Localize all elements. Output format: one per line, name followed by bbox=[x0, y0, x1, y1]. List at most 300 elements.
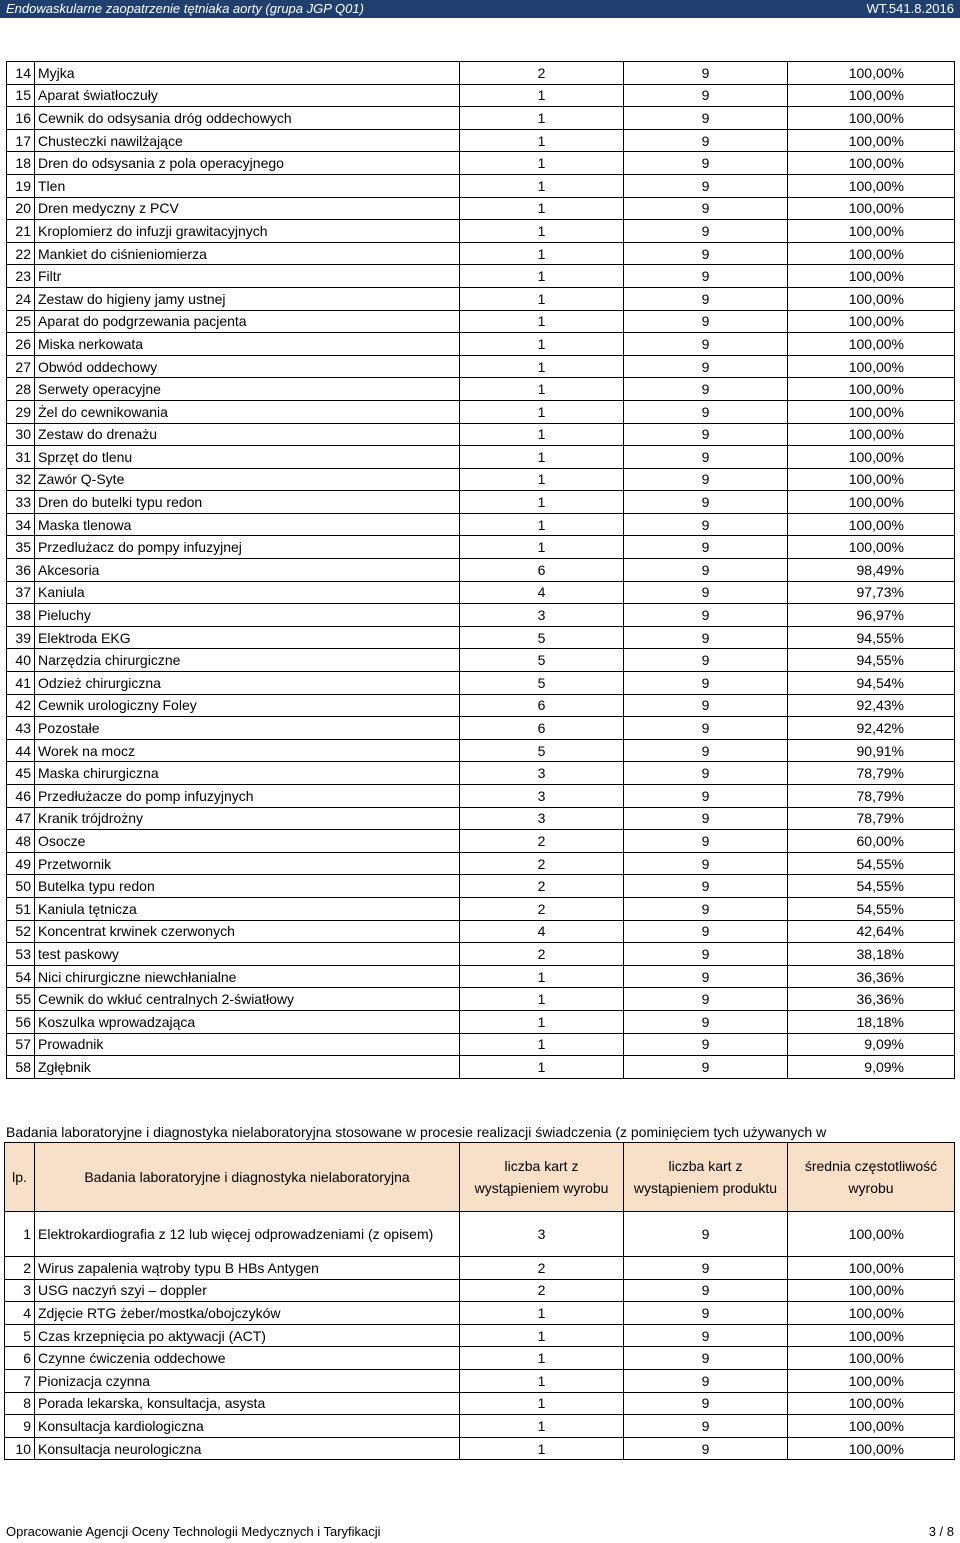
table-row bbox=[7, 446, 955, 469]
row-count-device: 1 bbox=[460, 152, 624, 175]
row-lp: 32 bbox=[7, 468, 35, 491]
row-name: Zestaw do drenażu bbox=[35, 423, 460, 446]
row-count-device: 1 bbox=[460, 220, 624, 243]
materials-table-body bbox=[7, 62, 955, 1079]
row-lp: 43 bbox=[7, 717, 35, 740]
row-lp: 56 bbox=[7, 1010, 35, 1033]
header-title: Endowaskularne zaopatrzenie tętniaka aorty (grupa JGP Q01) bbox=[6, 1, 364, 16]
row-frequency: 100,00% bbox=[788, 174, 955, 197]
row-frequency: 100,00% bbox=[788, 1279, 955, 1302]
row-lp: 15 bbox=[7, 84, 35, 107]
table-row bbox=[7, 604, 955, 627]
row-count-product: 9 bbox=[624, 1392, 788, 1415]
row-lp: 54 bbox=[7, 965, 35, 988]
row-count-device: 1 bbox=[460, 491, 624, 514]
row-count-device: 3 bbox=[460, 762, 624, 785]
row-lp: 21 bbox=[7, 220, 35, 243]
table-row bbox=[7, 220, 955, 243]
row-count-device: 1 bbox=[460, 265, 624, 288]
row-count-device: 1 bbox=[460, 1010, 624, 1033]
row-name: Koncentrat krwinek czerwonych bbox=[35, 920, 460, 943]
table-row bbox=[7, 672, 955, 695]
row-count-product: 9 bbox=[624, 423, 788, 446]
row-count-device: 1 bbox=[460, 513, 624, 536]
row-frequency: 94,54% bbox=[788, 672, 955, 695]
row-count-product: 9 bbox=[624, 626, 788, 649]
row-count-product: 9 bbox=[624, 287, 788, 310]
row-frequency: 100,00% bbox=[788, 265, 955, 288]
row-lp: 34 bbox=[7, 513, 35, 536]
table-row bbox=[7, 423, 955, 446]
row-name: Prowadnik bbox=[35, 1033, 460, 1056]
table-row bbox=[7, 875, 955, 898]
lab-header-frequency: średnia częstotliwość wyrobu bbox=[788, 1143, 955, 1212]
row-name: Sprzęt do tlenu bbox=[35, 446, 460, 469]
row-frequency: 100,00% bbox=[788, 1392, 955, 1415]
row-frequency: 100,00% bbox=[788, 468, 955, 491]
row-count-product: 9 bbox=[624, 581, 788, 604]
row-lp: 58 bbox=[7, 1056, 35, 1079]
row-name: Zawór Q-Syte bbox=[35, 468, 460, 491]
table-row bbox=[7, 717, 955, 740]
row-count-device: 5 bbox=[460, 739, 624, 762]
row-count-device: 3 bbox=[460, 807, 624, 830]
row-frequency: 92,43% bbox=[788, 694, 955, 717]
row-name: Chusteczki nawilżające bbox=[35, 129, 460, 152]
row-frequency: 94,55% bbox=[788, 649, 955, 672]
row-count-device: 1 bbox=[460, 1369, 624, 1392]
row-name: Cewnik do odsysania dróg oddechowych bbox=[35, 107, 460, 130]
row-name: Dren do butelki typu redon bbox=[35, 491, 460, 514]
row-name: Czynne ćwiczenia oddechowe bbox=[35, 1347, 460, 1370]
row-frequency: 100,00% bbox=[788, 491, 955, 514]
row-lp: 3 bbox=[5, 1279, 35, 1302]
row-count-product: 9 bbox=[624, 333, 788, 356]
row-frequency: 38,18% bbox=[788, 943, 955, 966]
table-row bbox=[5, 1279, 955, 1302]
row-frequency: 78,79% bbox=[788, 807, 955, 830]
row-count-device: 1 bbox=[460, 355, 624, 378]
row-frequency: 54,55% bbox=[788, 897, 955, 920]
row-count-product: 9 bbox=[624, 875, 788, 898]
row-count-device: 1 bbox=[460, 197, 624, 220]
row-frequency: 92,42% bbox=[788, 717, 955, 740]
row-count-product: 9 bbox=[624, 920, 788, 943]
row-name: Aparat światłoczuły bbox=[35, 84, 460, 107]
row-name: Tlen bbox=[35, 174, 460, 197]
row-count-product: 9 bbox=[624, 1033, 788, 1056]
row-count-product: 9 bbox=[624, 988, 788, 1011]
row-count-product: 9 bbox=[624, 62, 788, 85]
row-count-product: 9 bbox=[624, 649, 788, 672]
row-frequency: 42,64% bbox=[788, 920, 955, 943]
table-row bbox=[5, 1257, 955, 1280]
row-count-product: 9 bbox=[624, 220, 788, 243]
table-row bbox=[7, 762, 955, 785]
row-lp: 17 bbox=[7, 129, 35, 152]
row-frequency: 36,36% bbox=[788, 965, 955, 988]
row-name: Elektrokardiografia z 12 lub więcej odprowadzeniami (z opisem) bbox=[35, 1212, 460, 1257]
row-count-device: 6 bbox=[460, 559, 624, 582]
row-lp: 57 bbox=[7, 1033, 35, 1056]
row-frequency: 100,00% bbox=[788, 1369, 955, 1392]
row-lp: 18 bbox=[7, 152, 35, 175]
lab-header-name: Badania laboratoryjne i diagnostyka nielaboratoryjna bbox=[35, 1143, 460, 1212]
row-count-device: 2 bbox=[460, 875, 624, 898]
row-frequency: 100,00% bbox=[788, 152, 955, 175]
row-lp: 25 bbox=[7, 310, 35, 333]
row-name: Zdjęcie RTG żeber/mostka/obojczyków bbox=[35, 1302, 460, 1325]
row-frequency: 100,00% bbox=[788, 310, 955, 333]
row-count-device: 1 bbox=[460, 1056, 624, 1079]
row-name: Butelka typu redon bbox=[35, 875, 460, 898]
row-count-product: 9 bbox=[624, 310, 788, 333]
row-frequency: 100,00% bbox=[788, 107, 955, 130]
table-row bbox=[7, 943, 955, 966]
row-count-device: 1 bbox=[460, 1437, 624, 1460]
table-row bbox=[7, 807, 955, 830]
table-row bbox=[7, 988, 955, 1011]
row-name: Obwód oddechowy bbox=[35, 355, 460, 378]
materials-table bbox=[6, 61, 955, 1079]
row-count-device: 1 bbox=[460, 1302, 624, 1325]
table-row bbox=[5, 1302, 955, 1325]
row-frequency: 100,00% bbox=[788, 62, 955, 85]
row-count-device: 1 bbox=[460, 400, 624, 423]
row-count-device: 3 bbox=[460, 604, 624, 627]
row-lp: 30 bbox=[7, 423, 35, 446]
table-row bbox=[7, 400, 955, 423]
table-row bbox=[5, 1212, 955, 1257]
row-count-product: 9 bbox=[624, 536, 788, 559]
row-count-device: 2 bbox=[460, 1257, 624, 1280]
row-name: Porada lekarska, konsultacja, asysta bbox=[35, 1392, 460, 1415]
row-name: Aparat do podgrzewania pacjenta bbox=[35, 310, 460, 333]
table-row bbox=[7, 694, 955, 717]
row-frequency: 100,00% bbox=[788, 400, 955, 423]
row-frequency: 54,55% bbox=[788, 875, 955, 898]
row-name: Narzędzia chirurgiczne bbox=[35, 649, 460, 672]
row-count-product: 9 bbox=[624, 672, 788, 695]
row-lp: 5 bbox=[5, 1324, 35, 1347]
row-count-device: 1 bbox=[460, 536, 624, 559]
row-count-device: 1 bbox=[460, 310, 624, 333]
table-row bbox=[7, 242, 955, 265]
row-lp: 9 bbox=[5, 1415, 35, 1438]
row-count-product: 9 bbox=[624, 378, 788, 401]
row-name: Maska tlenowa bbox=[35, 513, 460, 536]
row-count-product: 9 bbox=[624, 265, 788, 288]
row-count-product: 9 bbox=[624, 852, 788, 875]
row-frequency: 100,00% bbox=[788, 1415, 955, 1438]
row-count-device: 2 bbox=[460, 830, 624, 853]
row-frequency: 100,00% bbox=[788, 513, 955, 536]
row-lp: 38 bbox=[7, 604, 35, 627]
row-count-device: 6 bbox=[460, 694, 624, 717]
row-lp: 51 bbox=[7, 897, 35, 920]
row-lp: 27 bbox=[7, 355, 35, 378]
row-frequency: 100,00% bbox=[788, 129, 955, 152]
footer-agency: Opracowanie Agencji Oceny Technologii Medycznych i Taryfikacji bbox=[6, 1524, 381, 1539]
row-name: Kranik trójdrożny bbox=[35, 807, 460, 830]
row-frequency: 78,79% bbox=[788, 785, 955, 808]
row-count-device: 3 bbox=[460, 785, 624, 808]
row-lp: 24 bbox=[7, 287, 35, 310]
table-row bbox=[7, 649, 955, 672]
row-frequency: 100,00% bbox=[788, 242, 955, 265]
row-name: Konsultacja neurologiczna bbox=[35, 1437, 460, 1460]
row-count-device: 1 bbox=[460, 378, 624, 401]
row-count-device: 1 bbox=[460, 446, 624, 469]
row-lp: 35 bbox=[7, 536, 35, 559]
row-lp: 26 bbox=[7, 333, 35, 356]
table-row bbox=[7, 333, 955, 356]
table-row bbox=[7, 513, 955, 536]
row-count-product: 9 bbox=[624, 785, 788, 808]
row-lp: 7 bbox=[5, 1369, 35, 1392]
row-count-product: 9 bbox=[624, 491, 788, 514]
row-frequency: 100,00% bbox=[788, 355, 955, 378]
row-count-product: 9 bbox=[624, 468, 788, 491]
row-lp: 55 bbox=[7, 988, 35, 1011]
table-row bbox=[5, 1437, 955, 1460]
lab-section-caption: Badania laboratoryjne i diagnostyka nielaboratoryjna stosowane w procesie realizacji świadczenia (z pominięciem tych używanych w bbox=[6, 1124, 827, 1140]
row-name: Kaniula tętnicza bbox=[35, 897, 460, 920]
row-name: Myjka bbox=[35, 62, 460, 85]
row-name: Pieluchy bbox=[35, 604, 460, 627]
row-lp: 8 bbox=[5, 1392, 35, 1415]
row-frequency: 100,00% bbox=[788, 1437, 955, 1460]
row-count-device: 5 bbox=[460, 649, 624, 672]
row-count-product: 9 bbox=[624, 1010, 788, 1033]
row-count-product: 9 bbox=[624, 107, 788, 130]
table-row bbox=[7, 107, 955, 130]
row-frequency: 78,79% bbox=[788, 762, 955, 785]
page-header bbox=[0, 0, 960, 18]
row-name: Zgłębnik bbox=[35, 1056, 460, 1079]
row-count-product: 9 bbox=[624, 513, 788, 536]
row-lp: 31 bbox=[7, 446, 35, 469]
row-count-product: 9 bbox=[624, 830, 788, 853]
row-lp: 42 bbox=[7, 694, 35, 717]
table-row bbox=[5, 1415, 955, 1438]
row-count-product: 9 bbox=[624, 604, 788, 627]
row-count-device: 1 bbox=[460, 333, 624, 356]
row-count-product: 9 bbox=[624, 446, 788, 469]
row-count-device: 2 bbox=[460, 943, 624, 966]
row-frequency: 60,00% bbox=[788, 830, 955, 853]
table-row bbox=[7, 1033, 955, 1056]
row-lp: 49 bbox=[7, 852, 35, 875]
row-frequency: 98,49% bbox=[788, 559, 955, 582]
row-count-product: 9 bbox=[624, 1302, 788, 1325]
row-name: Dren medyczny z PCV bbox=[35, 197, 460, 220]
row-count-product: 9 bbox=[624, 717, 788, 740]
table-row bbox=[7, 581, 955, 604]
row-count-product: 9 bbox=[624, 197, 788, 220]
table-row bbox=[7, 84, 955, 107]
table-row bbox=[7, 310, 955, 333]
row-name: Pionizacja czynna bbox=[35, 1369, 460, 1392]
table-row bbox=[7, 897, 955, 920]
row-frequency: 100,00% bbox=[788, 446, 955, 469]
row-count-product: 9 bbox=[624, 739, 788, 762]
row-count-product: 9 bbox=[624, 762, 788, 785]
table-row bbox=[5, 1392, 955, 1415]
row-name: Pozostałe bbox=[35, 717, 460, 740]
row-name: Akcesoria bbox=[35, 559, 460, 582]
table-row bbox=[7, 920, 955, 943]
table-row bbox=[7, 491, 955, 514]
table-row bbox=[7, 265, 955, 288]
row-frequency: 54,55% bbox=[788, 852, 955, 875]
row-name: Serwety operacyjne bbox=[35, 378, 460, 401]
table-row bbox=[7, 626, 955, 649]
row-frequency: 9,09% bbox=[788, 1033, 955, 1056]
row-name: Miska nerkowata bbox=[35, 333, 460, 356]
row-count-device: 1 bbox=[460, 174, 624, 197]
row-name: Kaniula bbox=[35, 581, 460, 604]
row-count-device: 1 bbox=[460, 1415, 624, 1438]
table-row bbox=[7, 536, 955, 559]
row-name: Przedlużacz do pompy infuzyjnej bbox=[35, 536, 460, 559]
row-name: Żel do cewnikowania bbox=[35, 400, 460, 423]
row-count-product: 9 bbox=[624, 84, 788, 107]
row-count-product: 9 bbox=[624, 242, 788, 265]
row-count-device: 1 bbox=[460, 468, 624, 491]
row-count-device: 5 bbox=[460, 672, 624, 695]
table-row bbox=[7, 468, 955, 491]
row-count-device: 5 bbox=[460, 626, 624, 649]
row-name: Kroplomierz do infuzji grawitacyjnych bbox=[35, 220, 460, 243]
table-row bbox=[7, 1010, 955, 1033]
lab-table-body bbox=[5, 1212, 955, 1460]
row-count-device: 6 bbox=[460, 717, 624, 740]
lab-table bbox=[4, 1142, 955, 1460]
row-frequency: 100,00% bbox=[788, 333, 955, 356]
row-lp: 46 bbox=[7, 785, 35, 808]
row-count-product: 9 bbox=[624, 129, 788, 152]
row-name: Mankiet do ciśnieniomierza bbox=[35, 242, 460, 265]
lab-table-header bbox=[5, 1143, 955, 1212]
row-frequency: 90,91% bbox=[788, 739, 955, 762]
row-lp: 10 bbox=[5, 1437, 35, 1460]
row-count-product: 9 bbox=[624, 400, 788, 423]
row-name: Nici chirurgiczne niewchłanialne bbox=[35, 965, 460, 988]
row-lp: 22 bbox=[7, 242, 35, 265]
row-name: Worek na mocz bbox=[35, 739, 460, 762]
table-row bbox=[7, 355, 955, 378]
row-count-device: 1 bbox=[460, 107, 624, 130]
row-lp: 20 bbox=[7, 197, 35, 220]
lab-header-count-device: liczba kart z wystąpieniem wyrobu bbox=[460, 1143, 624, 1212]
table-row bbox=[7, 174, 955, 197]
row-count-device: 1 bbox=[460, 1392, 624, 1415]
row-lp: 47 bbox=[7, 807, 35, 830]
row-frequency: 100,00% bbox=[788, 1302, 955, 1325]
row-count-device: 2 bbox=[460, 852, 624, 875]
row-count-device: 1 bbox=[460, 287, 624, 310]
row-count-product: 9 bbox=[624, 1056, 788, 1079]
page-footer bbox=[6, 1524, 954, 1539]
row-lp: 1 bbox=[5, 1212, 35, 1257]
row-count-product: 9 bbox=[624, 694, 788, 717]
row-count-device: 1 bbox=[460, 1347, 624, 1370]
row-lp: 29 bbox=[7, 400, 35, 423]
table-row bbox=[5, 1347, 955, 1370]
row-name: Przedłużacze do pomp infuzyjnych bbox=[35, 785, 460, 808]
row-count-product: 9 bbox=[624, 1324, 788, 1347]
table-row bbox=[7, 559, 955, 582]
row-lp: 41 bbox=[7, 672, 35, 695]
row-lp: 40 bbox=[7, 649, 35, 672]
row-frequency: 94,55% bbox=[788, 626, 955, 649]
row-name: Zestaw do higieny jamy ustnej bbox=[35, 287, 460, 310]
row-count-product: 9 bbox=[624, 1369, 788, 1392]
row-frequency: 100,00% bbox=[788, 1212, 955, 1257]
row-name: Przetwornik bbox=[35, 852, 460, 875]
lab-header-count-product: liczba kart z wystąpieniem produktu bbox=[624, 1143, 788, 1212]
row-count-product: 9 bbox=[624, 152, 788, 175]
row-lp: 39 bbox=[7, 626, 35, 649]
table-row bbox=[7, 287, 955, 310]
row-name: Elektroda EKG bbox=[35, 626, 460, 649]
row-name: Cewnik urologiczny Foley bbox=[35, 694, 460, 717]
row-count-device: 1 bbox=[460, 423, 624, 446]
row-count-product: 9 bbox=[624, 1257, 788, 1280]
row-frequency: 96,97% bbox=[788, 604, 955, 627]
row-frequency: 100,00% bbox=[788, 1324, 955, 1347]
row-count-device: 1 bbox=[460, 1324, 624, 1347]
table-row bbox=[7, 830, 955, 853]
row-count-device: 2 bbox=[460, 1279, 624, 1302]
row-name: Czas krzepnięcia po aktywacji (ACT) bbox=[35, 1324, 460, 1347]
lab-header-lp: lp. bbox=[5, 1143, 35, 1212]
row-name: Filtr bbox=[35, 265, 460, 288]
row-count-device: 1 bbox=[460, 129, 624, 152]
table-row bbox=[7, 965, 955, 988]
table-row bbox=[5, 1369, 955, 1392]
row-frequency: 36,36% bbox=[788, 988, 955, 1011]
row-frequency: 97,73% bbox=[788, 581, 955, 604]
table-row bbox=[7, 739, 955, 762]
row-name: Osocze bbox=[35, 830, 460, 853]
table-row bbox=[5, 1324, 955, 1347]
row-lp: 44 bbox=[7, 739, 35, 762]
row-count-product: 9 bbox=[624, 1437, 788, 1460]
row-lp: 16 bbox=[7, 107, 35, 130]
footer-page-number: 3 / 8 bbox=[928, 1524, 954, 1539]
row-count-product: 9 bbox=[624, 1415, 788, 1438]
row-count-device: 1 bbox=[460, 988, 624, 1011]
header-doc-id: WT.541.8.2016 bbox=[866, 1, 954, 16]
row-lp: 6 bbox=[5, 1347, 35, 1370]
row-count-device: 1 bbox=[460, 1033, 624, 1056]
row-frequency: 100,00% bbox=[788, 220, 955, 243]
row-lp: 14 bbox=[7, 62, 35, 85]
row-lp: 52 bbox=[7, 920, 35, 943]
row-count-product: 9 bbox=[624, 807, 788, 830]
row-lp: 19 bbox=[7, 174, 35, 197]
row-frequency: 100,00% bbox=[788, 84, 955, 107]
row-lp: 48 bbox=[7, 830, 35, 853]
row-count-device: 3 bbox=[460, 1212, 624, 1257]
row-count-device: 2 bbox=[460, 897, 624, 920]
row-frequency: 100,00% bbox=[788, 1347, 955, 1370]
row-frequency: 100,00% bbox=[788, 423, 955, 446]
table-row bbox=[7, 785, 955, 808]
row-frequency: 100,00% bbox=[788, 1257, 955, 1280]
